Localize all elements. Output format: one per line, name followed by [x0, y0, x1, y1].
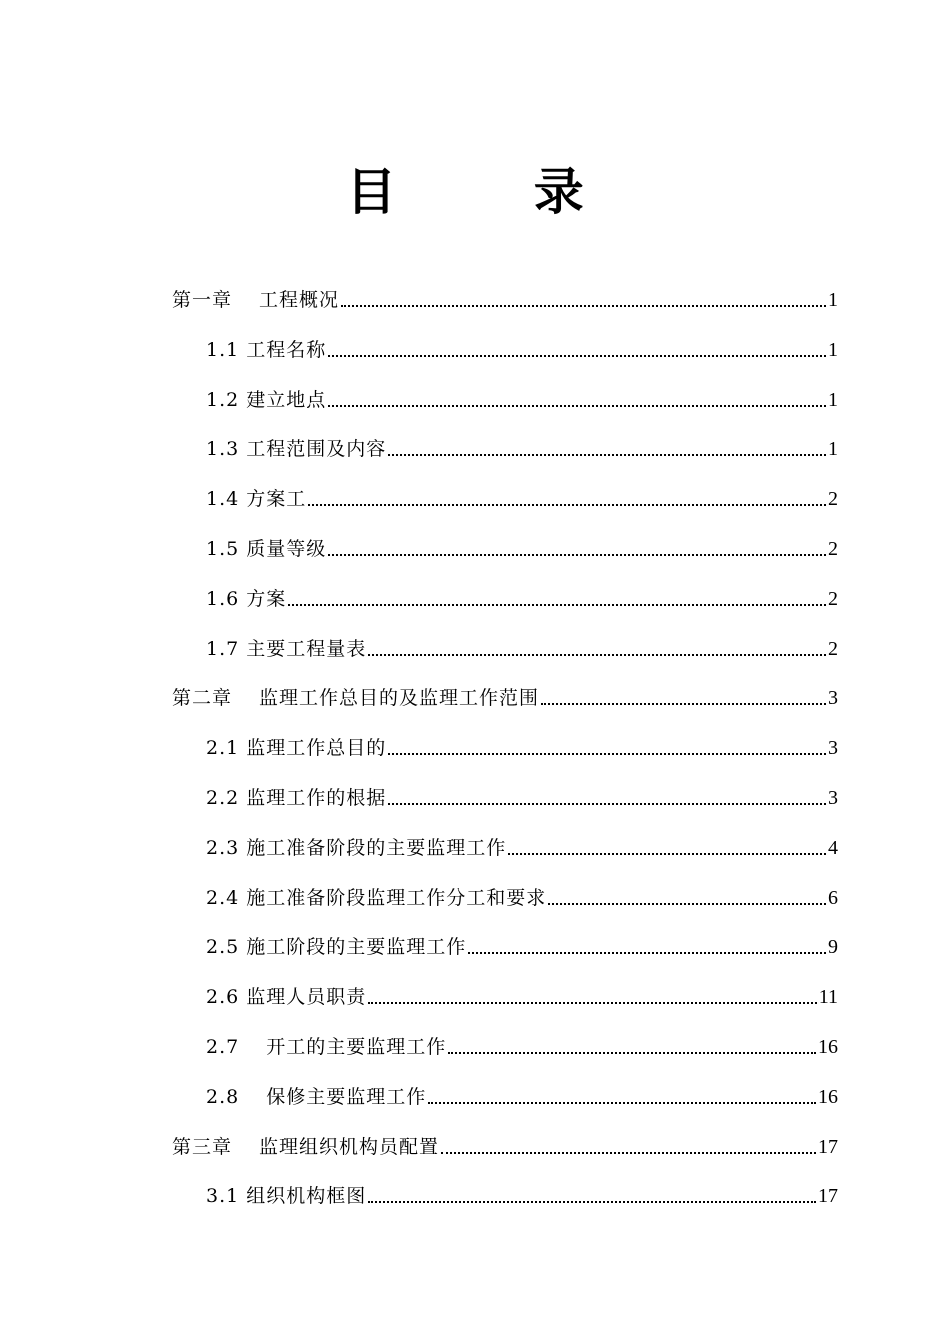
toc-entry-label: 2.6 监理人员职责 [206, 986, 367, 1009]
toc-entry-label: 2.5 施工阶段的主要监理工作 [206, 936, 467, 959]
toc-dot-leader [468, 952, 826, 954]
toc-chapter-entry[interactable] [172, 674, 838, 710]
toc-entry-label: 2.3 施工准备阶段的主要监理工作 [206, 836, 507, 859]
toc-chapter-entry[interactable] [172, 1123, 838, 1159]
toc-dot-leader [541, 703, 826, 705]
toc-entry-label: 第二章 监理工作总目的及监理工作范围 [172, 687, 540, 710]
toc-dot-leader [328, 554, 826, 556]
toc-page-number: 16 [818, 1085, 838, 1108]
toc-dot-leader [388, 454, 826, 456]
toc-dot-leader [548, 903, 826, 905]
toc-page-number: 2 [828, 587, 838, 610]
toc-section-entry[interactable] [206, 923, 838, 959]
toc-section-entry[interactable] [206, 1073, 838, 1109]
page-title: 目 录 [346, 162, 644, 221]
toc-entry-label: 3.1 组织机构框图 [206, 1185, 367, 1208]
toc-page-number: 6 [828, 886, 838, 909]
toc-dot-leader [368, 1201, 816, 1203]
toc-section-entry[interactable] [206, 1172, 838, 1208]
toc-dot-leader [388, 753, 826, 755]
toc-section-entry[interactable] [206, 475, 838, 511]
toc-dot-leader [328, 355, 826, 357]
toc-dot-leader [341, 305, 826, 307]
toc-dot-leader [308, 504, 826, 506]
toc-page-number: 4 [828, 836, 838, 859]
toc-section-entry[interactable] [206, 625, 838, 661]
toc-entry-label: 1.1 工程名称 [206, 338, 327, 361]
toc-page-number: 11 [818, 986, 838, 1009]
toc-entry-label: 2.2 监理工作的根据 [206, 787, 387, 809]
toc-page-number: 3 [828, 787, 838, 809]
toc-section-entry[interactable] [206, 973, 838, 1009]
toc-dot-leader [288, 604, 826, 606]
toc-section-entry[interactable] [206, 724, 838, 760]
toc-page-number: 1 [828, 289, 838, 311]
toc-entry-label: 2.1 监理工作总目的 [206, 737, 387, 760]
toc-page-number: 2 [828, 637, 838, 660]
toc-dot-leader [328, 405, 826, 407]
toc-entry-label: 第三章 监理组织机构员配置 [172, 1135, 440, 1158]
toc-section-entry[interactable] [206, 874, 838, 910]
toc-page-number: 1 [828, 338, 838, 361]
toc-section-entry[interactable] [206, 376, 838, 412]
toc-page-number: 1 [828, 438, 838, 461]
toc-page-number: 17 [818, 1185, 838, 1208]
toc-entry-label: 2.4 施工准备阶段监理工作分工和要求 [206, 886, 547, 909]
toc-section-entry[interactable] [206, 326, 838, 362]
toc-entry-label: 1.3 工程范围及内容 [206, 438, 387, 461]
toc-dot-leader [441, 1152, 816, 1154]
toc-page-number: 2 [828, 488, 838, 511]
toc-chapter-entry[interactable] [172, 276, 838, 312]
toc-entry-label: 1.6 方案 [206, 587, 287, 610]
toc-entry-label: 1.5 质量等级 [206, 538, 327, 560]
toc-page-number: 16 [818, 1036, 838, 1058]
toc-page-number: 9 [828, 936, 838, 959]
toc-dot-leader [368, 654, 826, 656]
toc-page-number: 3 [828, 737, 838, 760]
toc-section-entry[interactable] [206, 575, 838, 611]
toc-dot-leader [448, 1052, 816, 1054]
toc-page-number: 1 [828, 388, 838, 411]
toc-page-number: 3 [828, 687, 838, 710]
toc-dot-leader [428, 1102, 816, 1104]
toc-page-number: 17 [818, 1135, 838, 1158]
toc-section-entry[interactable] [206, 824, 838, 860]
toc-section-entry[interactable] [206, 1023, 838, 1059]
toc-section-entry[interactable] [206, 774, 838, 810]
toc-entry-label: 2.8 保修主要监理工作 [206, 1085, 427, 1108]
toc-dot-leader [368, 1002, 816, 1004]
toc-dot-leader [388, 803, 826, 805]
toc-entry-label: 1.4 方案工 [206, 488, 307, 511]
toc-entry-label: 1.7 主要工程量表 [206, 637, 367, 660]
toc-entry-label: 1.2 建立地点 [206, 388, 327, 411]
toc-entry-label: 2.7 开工的主要监理工作 [206, 1036, 447, 1058]
toc-entry-label: 第一章 工程概况 [172, 289, 340, 311]
toc-page-number: 2 [828, 538, 838, 560]
toc-section-entry[interactable] [206, 525, 838, 561]
toc-section-entry[interactable] [206, 425, 838, 461]
toc-dot-leader [508, 853, 826, 855]
